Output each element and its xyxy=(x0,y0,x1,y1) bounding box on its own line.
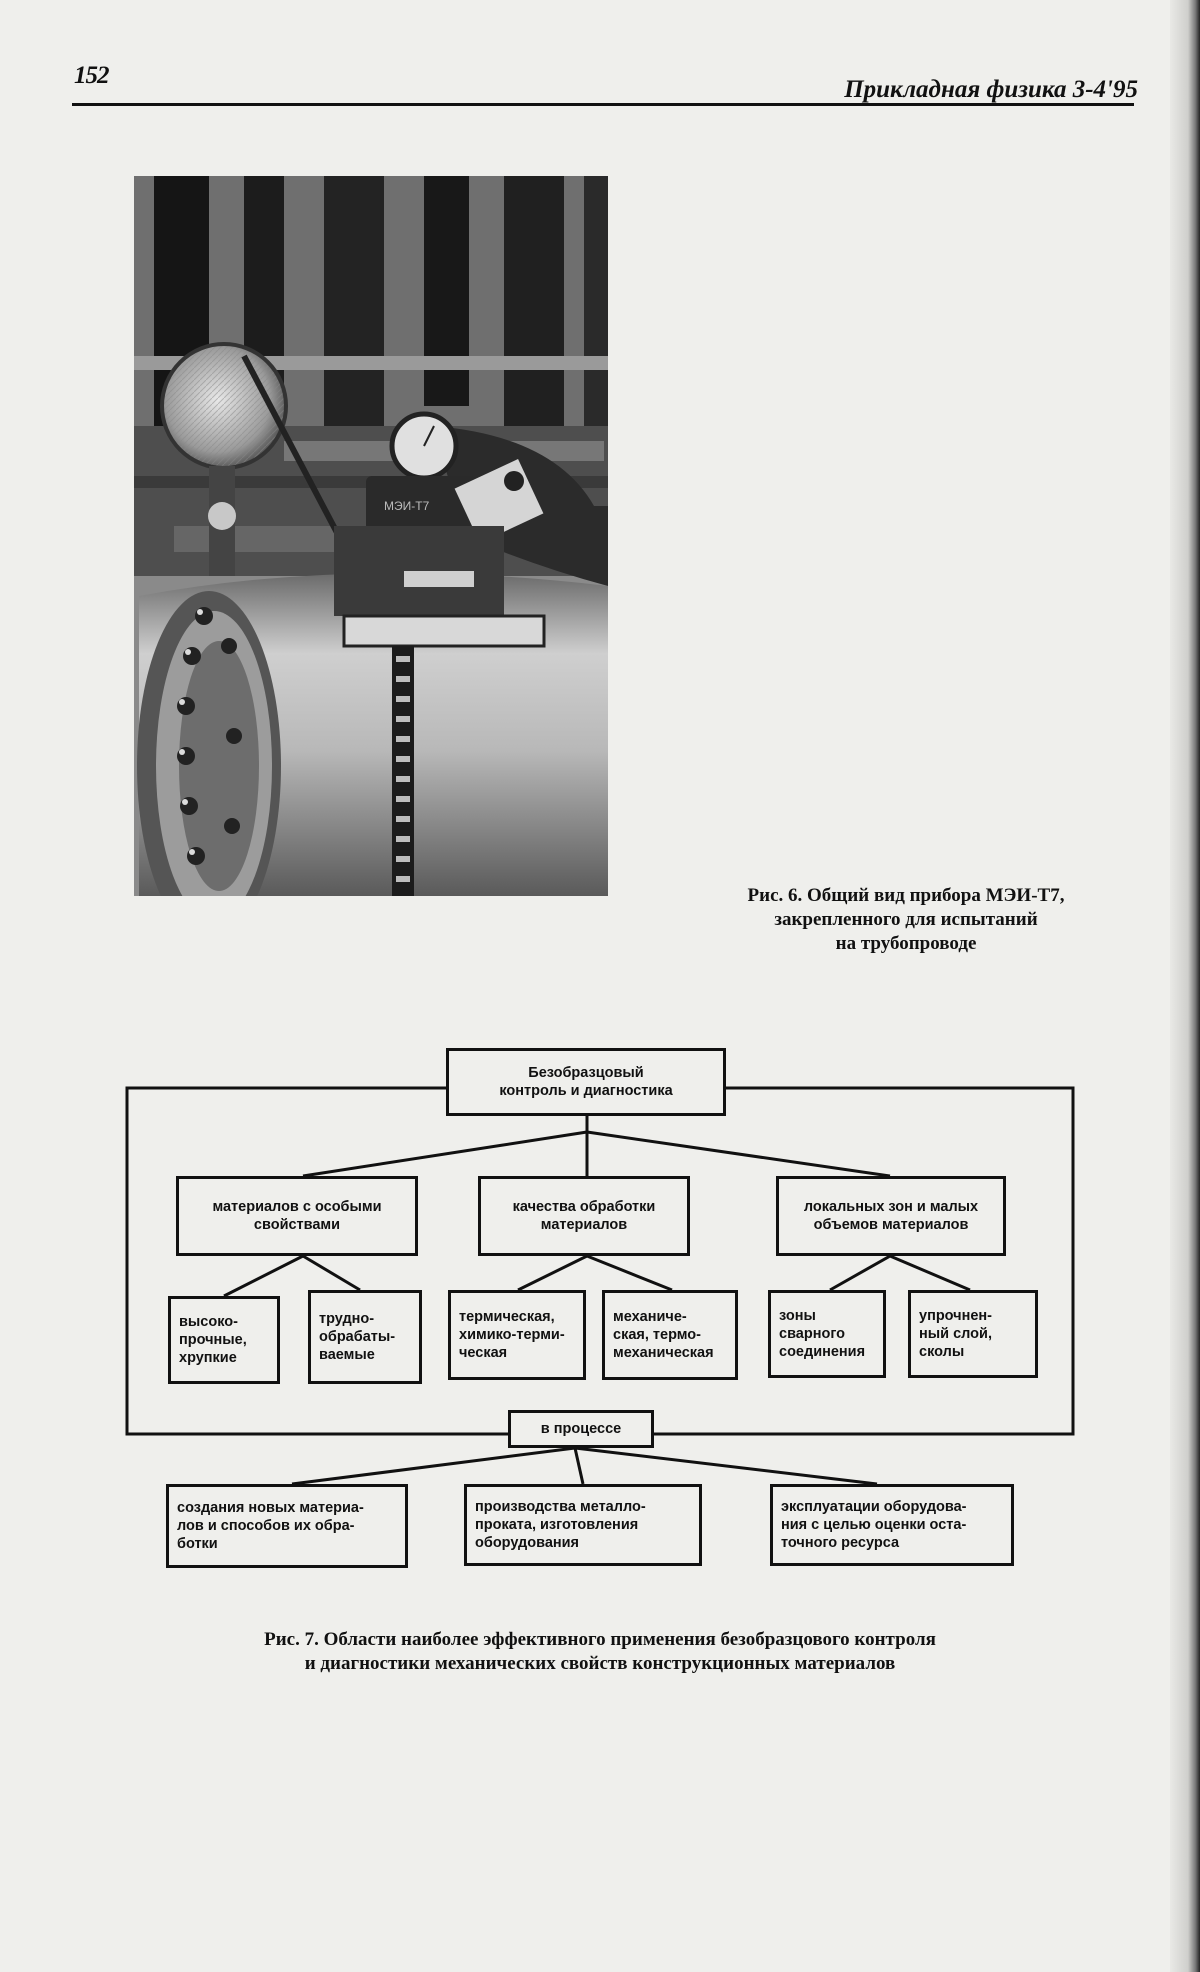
connector-line xyxy=(830,1256,890,1290)
category-label-line: объемов материалов xyxy=(813,1217,969,1233)
caption-line: и диагностики механических свойств конструкционных материалов xyxy=(304,1653,896,1674)
connector-line xyxy=(303,1132,587,1176)
leaf-box-hard-to-machine xyxy=(308,1290,422,1384)
category-label-line: материалов с особыми xyxy=(212,1199,382,1215)
category-label-line: свойствами xyxy=(253,1217,341,1233)
leaf-line: ская, термо- xyxy=(613,1327,701,1343)
caption-line: на трубопроводе xyxy=(835,933,977,954)
root-box xyxy=(446,1048,726,1116)
category-box-processing xyxy=(478,1176,690,1256)
process-box-operation xyxy=(770,1484,1014,1566)
process-child-line: оборудования xyxy=(475,1535,580,1551)
connector-line xyxy=(587,1132,890,1176)
connector-line xyxy=(224,1256,303,1296)
leaf-line: зоны xyxy=(779,1308,816,1324)
connector-line xyxy=(575,1448,877,1484)
leaf-line: трудно- xyxy=(319,1311,375,1327)
leaf-line: ческая xyxy=(459,1345,508,1361)
journal-title: Прикладная физика 3-4'95 xyxy=(844,76,1138,103)
page-number: 152 xyxy=(74,62,109,89)
connector-line xyxy=(575,1448,583,1484)
root-box-line: контроль и диагностика xyxy=(499,1083,673,1099)
leaf-box-thermal xyxy=(448,1290,586,1380)
leaf-line: прочные, xyxy=(179,1332,247,1348)
leaf-line: механическая xyxy=(613,1345,714,1361)
caption-line: Рис. 7. Области наиболее эффективного применения безобразцового контроля xyxy=(264,1629,936,1650)
leaf-line: механиче- xyxy=(613,1309,687,1325)
leaf-box-mechanical xyxy=(602,1290,738,1380)
leaf-box-high-strength xyxy=(168,1296,280,1384)
leaf-line: обрабаты- xyxy=(319,1329,396,1345)
leaf-line: термическая, xyxy=(459,1309,555,1325)
leaf-box-hardened-layer xyxy=(908,1290,1038,1378)
leaf-line: ный слой, xyxy=(919,1326,992,1342)
process-child-line: эксплуатации оборудова- xyxy=(781,1499,967,1515)
leaf-line: хрупкие xyxy=(179,1350,237,1366)
category-box-materials xyxy=(176,1176,418,1256)
process-child-line: создания новых материа- xyxy=(177,1500,364,1516)
connector-line xyxy=(303,1256,360,1290)
figure-7-caption xyxy=(120,1628,1080,1676)
connector-line xyxy=(292,1448,575,1484)
leaf-line: упрочнен- xyxy=(919,1308,993,1324)
caption-line: Рис. 6. Общий вид прибора МЭИ-Т7, xyxy=(747,885,1065,906)
leaf-line: соединения xyxy=(779,1344,866,1360)
process-box-new-materials xyxy=(166,1484,408,1568)
leaf-line: химико-терми- xyxy=(459,1327,565,1343)
device-label-text: МЭИ-Т7 xyxy=(384,499,430,513)
process-box xyxy=(508,1410,654,1448)
process-child-line: производства металло- xyxy=(475,1499,646,1515)
process-child-line: точного ресурса xyxy=(781,1535,900,1551)
root-box-line: Безобразцовый xyxy=(528,1065,644,1081)
connector-line xyxy=(587,1256,672,1290)
process-child-line: ботки xyxy=(177,1536,218,1552)
leaf-line: сколы xyxy=(919,1344,965,1360)
connector-line xyxy=(518,1256,587,1290)
leaf-line: высоко- xyxy=(179,1314,238,1330)
process-child-line: проката, изготовления xyxy=(475,1517,639,1533)
process-box-production xyxy=(464,1484,702,1566)
process-label: в процессе xyxy=(540,1421,622,1437)
category-label-line: материалов xyxy=(540,1217,628,1233)
leaf-line: ваемые xyxy=(319,1347,375,1363)
category-label-line: локальных зон и малых xyxy=(803,1199,979,1215)
process-child-line: ния с целью оценки оста- xyxy=(781,1517,967,1533)
caption-line: закрепленного для испытаний xyxy=(774,909,1038,930)
process-child-line: лов и способов их обра- xyxy=(177,1518,355,1534)
category-label-line: качества обработки xyxy=(512,1199,656,1215)
leaf-box-weld-zones xyxy=(768,1290,886,1378)
category-box-local-zones xyxy=(776,1176,1006,1256)
connector-line xyxy=(890,1256,970,1290)
leaf-line: сварного xyxy=(779,1326,846,1342)
